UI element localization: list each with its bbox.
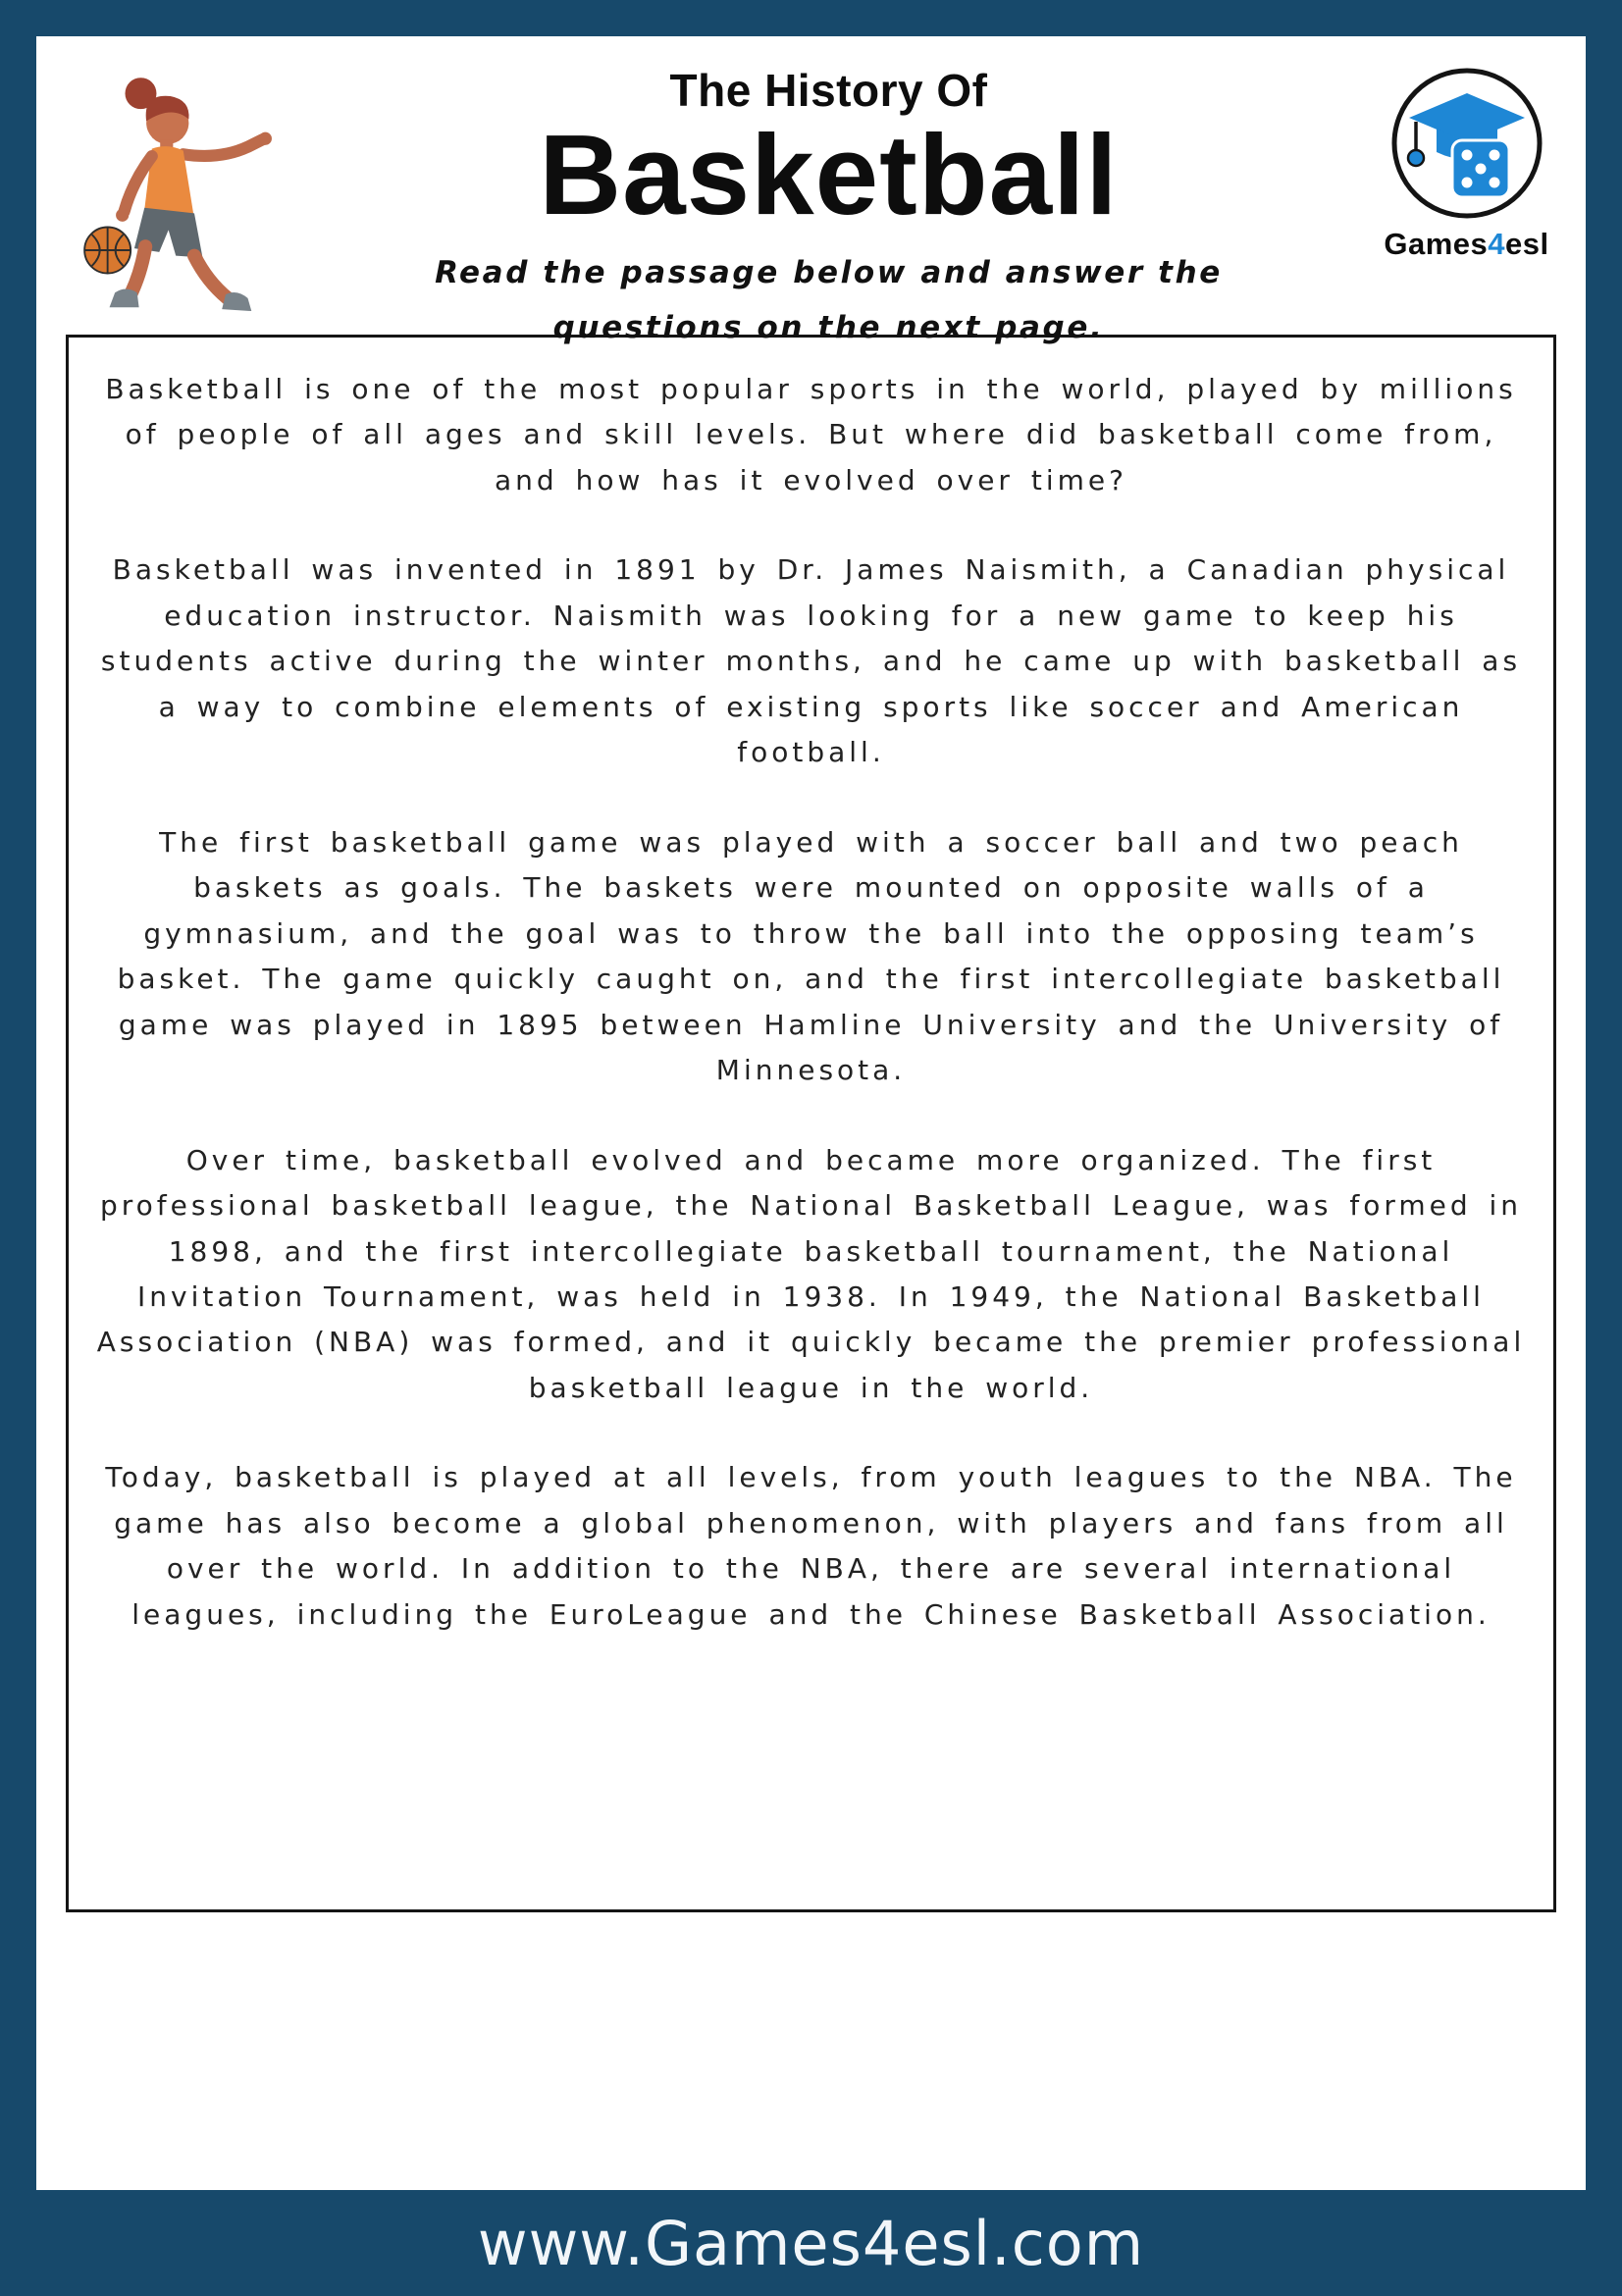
- dice-icon: [1452, 140, 1509, 197]
- logo-text: [1361, 227, 1572, 262]
- passage-paragraph: Basketball is one of the most popular sports in the world, played by millions of people of all ages and skill levels. But where did basketball come from, and how has it evolved over time?: [105, 373, 1517, 496]
- footer-bar: [0, 2190, 1622, 2296]
- header: [36, 36, 1586, 346]
- passage-paragraph: Today, basketball is played at all levels, from youth leagues to the NBA. The game has also become a global phenomenon, with players and fans from all over the world. In addition to the NBA, there are several international leagues, including the EuroLeague and the Chinese Basketball Association.: [105, 1461, 1517, 1631]
- logo-text-games: Games: [1384, 227, 1489, 261]
- worksheet-content: [36, 36, 1586, 2190]
- basketball-icon: [84, 228, 131, 274]
- logo-badge-icon: [1389, 66, 1544, 221]
- passage-box: [66, 335, 1556, 1912]
- logo-text-esl: esl: [1505, 227, 1549, 261]
- title-line-small: The History Of: [669, 65, 988, 116]
- passage-paragraph: Basketball was invented in 1891 by Dr. James Naismith, a Canadian physical education instructor. Naismith was looking for a new game to keep his students active during the winter months, and he came up with basketball as a way to combine elements of existing sports like soccer and American football.: [100, 553, 1522, 769]
- page-title: Basketball: [539, 111, 1119, 238]
- instruction-line-1: Read the passage below and answer the: [435, 255, 1223, 291]
- footer-url: www.Games4esl.com: [477, 2207, 1145, 2279]
- instruction-line-2: questions on the next page.: [552, 310, 1105, 346]
- passage-paragraph: Over time, basketball evolved and became more organized. The first professional basketball league, the National Basketball League, was formed in 1898, and the first intercollegiate basketball tournament, the National Invitation Tournament, was held in 1938. In 1949, the National Basketball Association (NBA) was formed, and it quickly became the premier professional basketball league in the world.: [96, 1143, 1526, 1404]
- player-illustration-svg: [56, 66, 287, 342]
- title-block: [296, 52, 1361, 356]
- instruction-text: [296, 246, 1361, 356]
- games4esl-logo: [1361, 52, 1572, 262]
- logo-text-4: 4: [1488, 227, 1506, 261]
- basketball-player-illustration: [56, 52, 296, 346]
- passage-paragraph: The first basketball game was played with a soccer ball and two peach baskets as goals. The baskets were mounted on opposite walls of a gymnasium, and the goal was to throw the ball into the opposing team’s basket. The game quickly caught on, and the first intercollegiate basketball game was played in 1895 between Hamline University and the University of Minnesota.: [117, 825, 1505, 1087]
